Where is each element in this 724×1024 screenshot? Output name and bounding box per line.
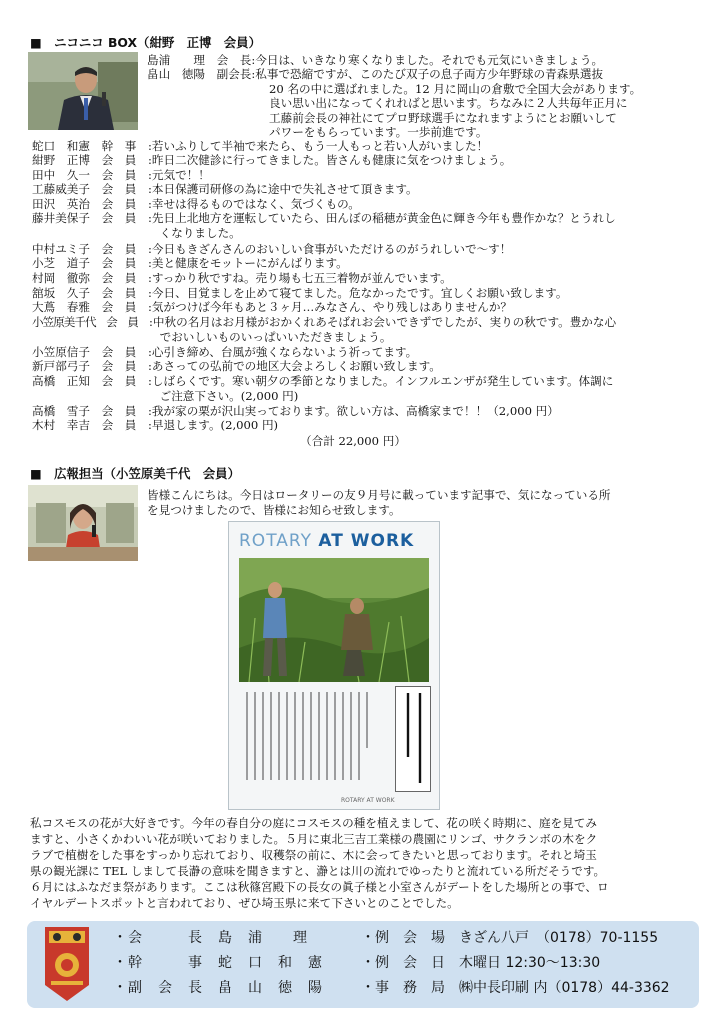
footer-secretary [113,956,323,970]
list-item [32,286,692,301]
footer-vice-president [113,981,323,995]
footer-value: 島 浦 理 [218,930,308,946]
member-name: 村岡 徹弥 会 員 [32,271,137,285]
club-info-footer [27,921,699,1008]
body-line: ラブで植樹をした事をすっかり忘れており、収穫祭の前に、木に会ってきたいと思っております。それと埼玉 [30,848,597,862]
member-comment: :昨日二次健診に行ってきました。皆さんも健康に気をつけましょう。 [148,153,512,167]
footer-label: ・幹 事 [113,955,203,971]
member-name: 田中 久一 会 員 [32,168,137,182]
member-comment: :心引き締め、台風が強くならないよう祈ってます。 [148,345,418,359]
body-line: ６月にはふなだま祭があります。ここは秋篠宮殿下の長女の眞子様と小室さんがデートをした場所との事で、ロ [30,880,609,894]
member-comment: :しばらくです。寒い朝夕の季節となりました。インフルエンザが発生しています。体調に [148,374,614,388]
member-name: 藤井美保子 会 員 [32,211,137,225]
list-item [32,271,692,286]
list-item [32,226,692,241]
pr-intro-line: を見つけましたので、皆様にお知らせ致します。 [147,503,401,517]
list-item [32,197,692,212]
footer-president [113,931,308,945]
list-item [32,153,692,168]
footer-label: ・例 会 日 [361,955,445,971]
member-name: 舘坂 久子 会 員 [32,286,137,300]
member-comment: :今日は、いきなり寒くなりました。それでも元気にいきましょう。 [251,53,604,67]
list-item [32,300,692,315]
list-item [32,315,692,330]
list-item [32,404,692,419]
list-item [32,211,692,226]
member-comment: :元気で！！ [148,168,210,182]
member-comment: :美と健康をモットーにがんばります。 [148,256,348,270]
member-name: 木村 幸吉 会 員 [32,418,137,432]
line-vice-president [147,67,603,81]
member-name: 小笠原美千代 会 員 [32,315,138,329]
footer-label: ・例 会 場 [361,930,445,946]
list-item [32,359,692,374]
footer-value: 畠 山 徳 陽 [218,980,323,996]
footer-value: ㈱中長印刷 内（0178）44‑3362 [459,980,670,996]
member-name: 島浦 理 会 長 [147,53,252,67]
comment-continuation: 20 名の中に選ばれました。12 月に岡山の倉敷で全国大会があります。 [269,82,642,96]
list-item [32,168,692,183]
member-comment: :若いふりして半袖で来たら、もう一人もっと若い人がいました！ [148,139,489,153]
line-president [147,53,603,67]
body-line: ますと、小さくかわいい花が咲いておりました。５月に東北三吉工業様の農園にリンゴ、サクランボの木をク [30,832,598,846]
member-comment: くなりました。 [148,226,241,240]
footer-office [361,981,670,995]
member-comment: :早退します。(2,000 円) [148,418,279,432]
pr-intro-line: 皆様こんにちは。今日はロータリーの友９月号に載っています記事で、気になっている所 [147,488,611,502]
list-item [32,256,692,271]
list-item [32,389,692,404]
list-item [32,330,692,345]
comment-continuation: パワーをもらっています。一歩前進です。 [269,125,488,139]
comment-continuation: 良い思い出になってくれればと思います。ちなみに２人共毎年正月に [269,96,628,110]
total-amount: （合計 22,000 円） [300,434,406,448]
member-name: 工藤威美子 会 員 [32,182,137,196]
member-name: 田沢 英治 会 員 [32,197,137,211]
speaker-photo-konno [28,52,138,130]
member-comment: :今日もきざんさんのおいしい食事がいただけるのがうれしいで～す！ [148,242,512,256]
magazine-photo [239,558,429,682]
member-comment: :幸せは得るものではなく、気づくもの。 [148,197,360,211]
masthead-rotary: ROTARY [239,531,312,551]
member-name: 小笠原信子 会 員 [32,345,137,359]
member-name: 畠山 徳陽 副会長 [147,67,252,81]
member-name: 蛇口 和憲 幹 事 [32,139,137,153]
member-name: 高橋 雪子 会 員 [32,404,137,418]
speaker-photo-ogasawara [28,485,138,561]
footer-value: 蛇 口 和 憲 [218,955,323,971]
member-comment: :今日、目覚ましを止めて寝てました。危なかったです。宜しくお願い致します。 [148,286,568,300]
member-comment: :我が家の栗が沢山実っております。欲しい方は、高橋家まで！！（2,000 円） [148,404,559,418]
comment-continuation: 工藤前会長の神社にてプロ野球選手になれますようにとお願いして [269,111,617,125]
footer-meeting-day [361,956,600,970]
list-item [32,242,692,257]
section-heading-niconico: ■ ニコニコ BOX（紺野 正博 会員） [30,35,261,50]
member-comment: :本日保護司研修の為に途中で失礼させて頂きます。 [148,182,418,196]
list-item [32,139,692,154]
member-comment: :気がつけば今年もあと３ヶ月…みなさん、やり残しはありませんか？ [148,300,513,314]
member-comment: :すっかり秋ですね。売り場も七五三着物が並んでいます。 [148,271,452,285]
member-comment: :中秋の名月はお月様がおかくれあそばれお会いできずでしたが、実りの秋です。豊かな心 [149,315,617,329]
footer-value: きざん八戸 （0178）70‑1155 [459,930,659,946]
member-comment: :私事で恐縮ですが、このたび双子の息子両方少年野球の青森県選抜 [251,67,604,81]
member-comment: ご注意下さい。(2,000 円) [148,389,299,403]
member-name: 新戸部弓子 会 員 [32,359,137,373]
footer-venue [361,931,658,945]
magazine-masthead [239,531,415,551]
body-line: 県の観光課に TEL しまして長瀞の意味を聞きますと、瀞とは川の流れでゆったりと流れている所だそうです。 [30,864,606,878]
section-heading-pr: ■ 広報担当（小笠原美千代 会員） [30,466,240,481]
list-item [32,182,692,197]
member-name: 中村ユミ子 会 員 [32,242,137,256]
member-name: 高橋 正知 会 員 [32,374,137,388]
magazine-footer-text: ROTARY AT WORK [341,797,395,804]
club-banner-logo [43,927,91,1001]
body-line: イヤルデートスポットと言われており、ぜひ埼玉県に来て下さいとのことでした。 [30,896,459,910]
footer-label: ・会 長 [113,930,203,946]
list-item [32,418,692,433]
list-item [32,374,692,389]
footer-label: ・事 務 局 [361,980,445,996]
member-comment: でおいしいものいっぱいいただきましょう。 [148,330,392,344]
list-item [32,345,692,360]
member-comment: :あさっての弘前での地区大会よろしくお願い致します。 [148,359,441,373]
magazine-headline-box [395,686,431,792]
magazine-clipping [228,521,440,810]
footer-value: 木曜日 12:30～13:30 [459,955,601,971]
magazine-article-text [241,688,391,788]
member-name: 紺野 正博 会 員 [32,153,137,167]
member-comment: :先日上北地方を運転していたら、田んぼの稲穂が黄金色に輝き今年も豊作かな？とうれし [148,211,616,225]
masthead-at-work: AT WORK [318,531,415,551]
pr-article-body [30,815,698,911]
member-name: 大蔦 春雅 会 員 [32,300,137,314]
member-name: 小芝 道子 会 員 [32,256,137,270]
footer-label: ・副 会 長 [113,980,203,996]
body-line: 私コスモスの花が大好きです。今年の春自分の庭にコスモスの種を植えまして、花の咲く時期に、庭を見てみ [30,816,597,830]
